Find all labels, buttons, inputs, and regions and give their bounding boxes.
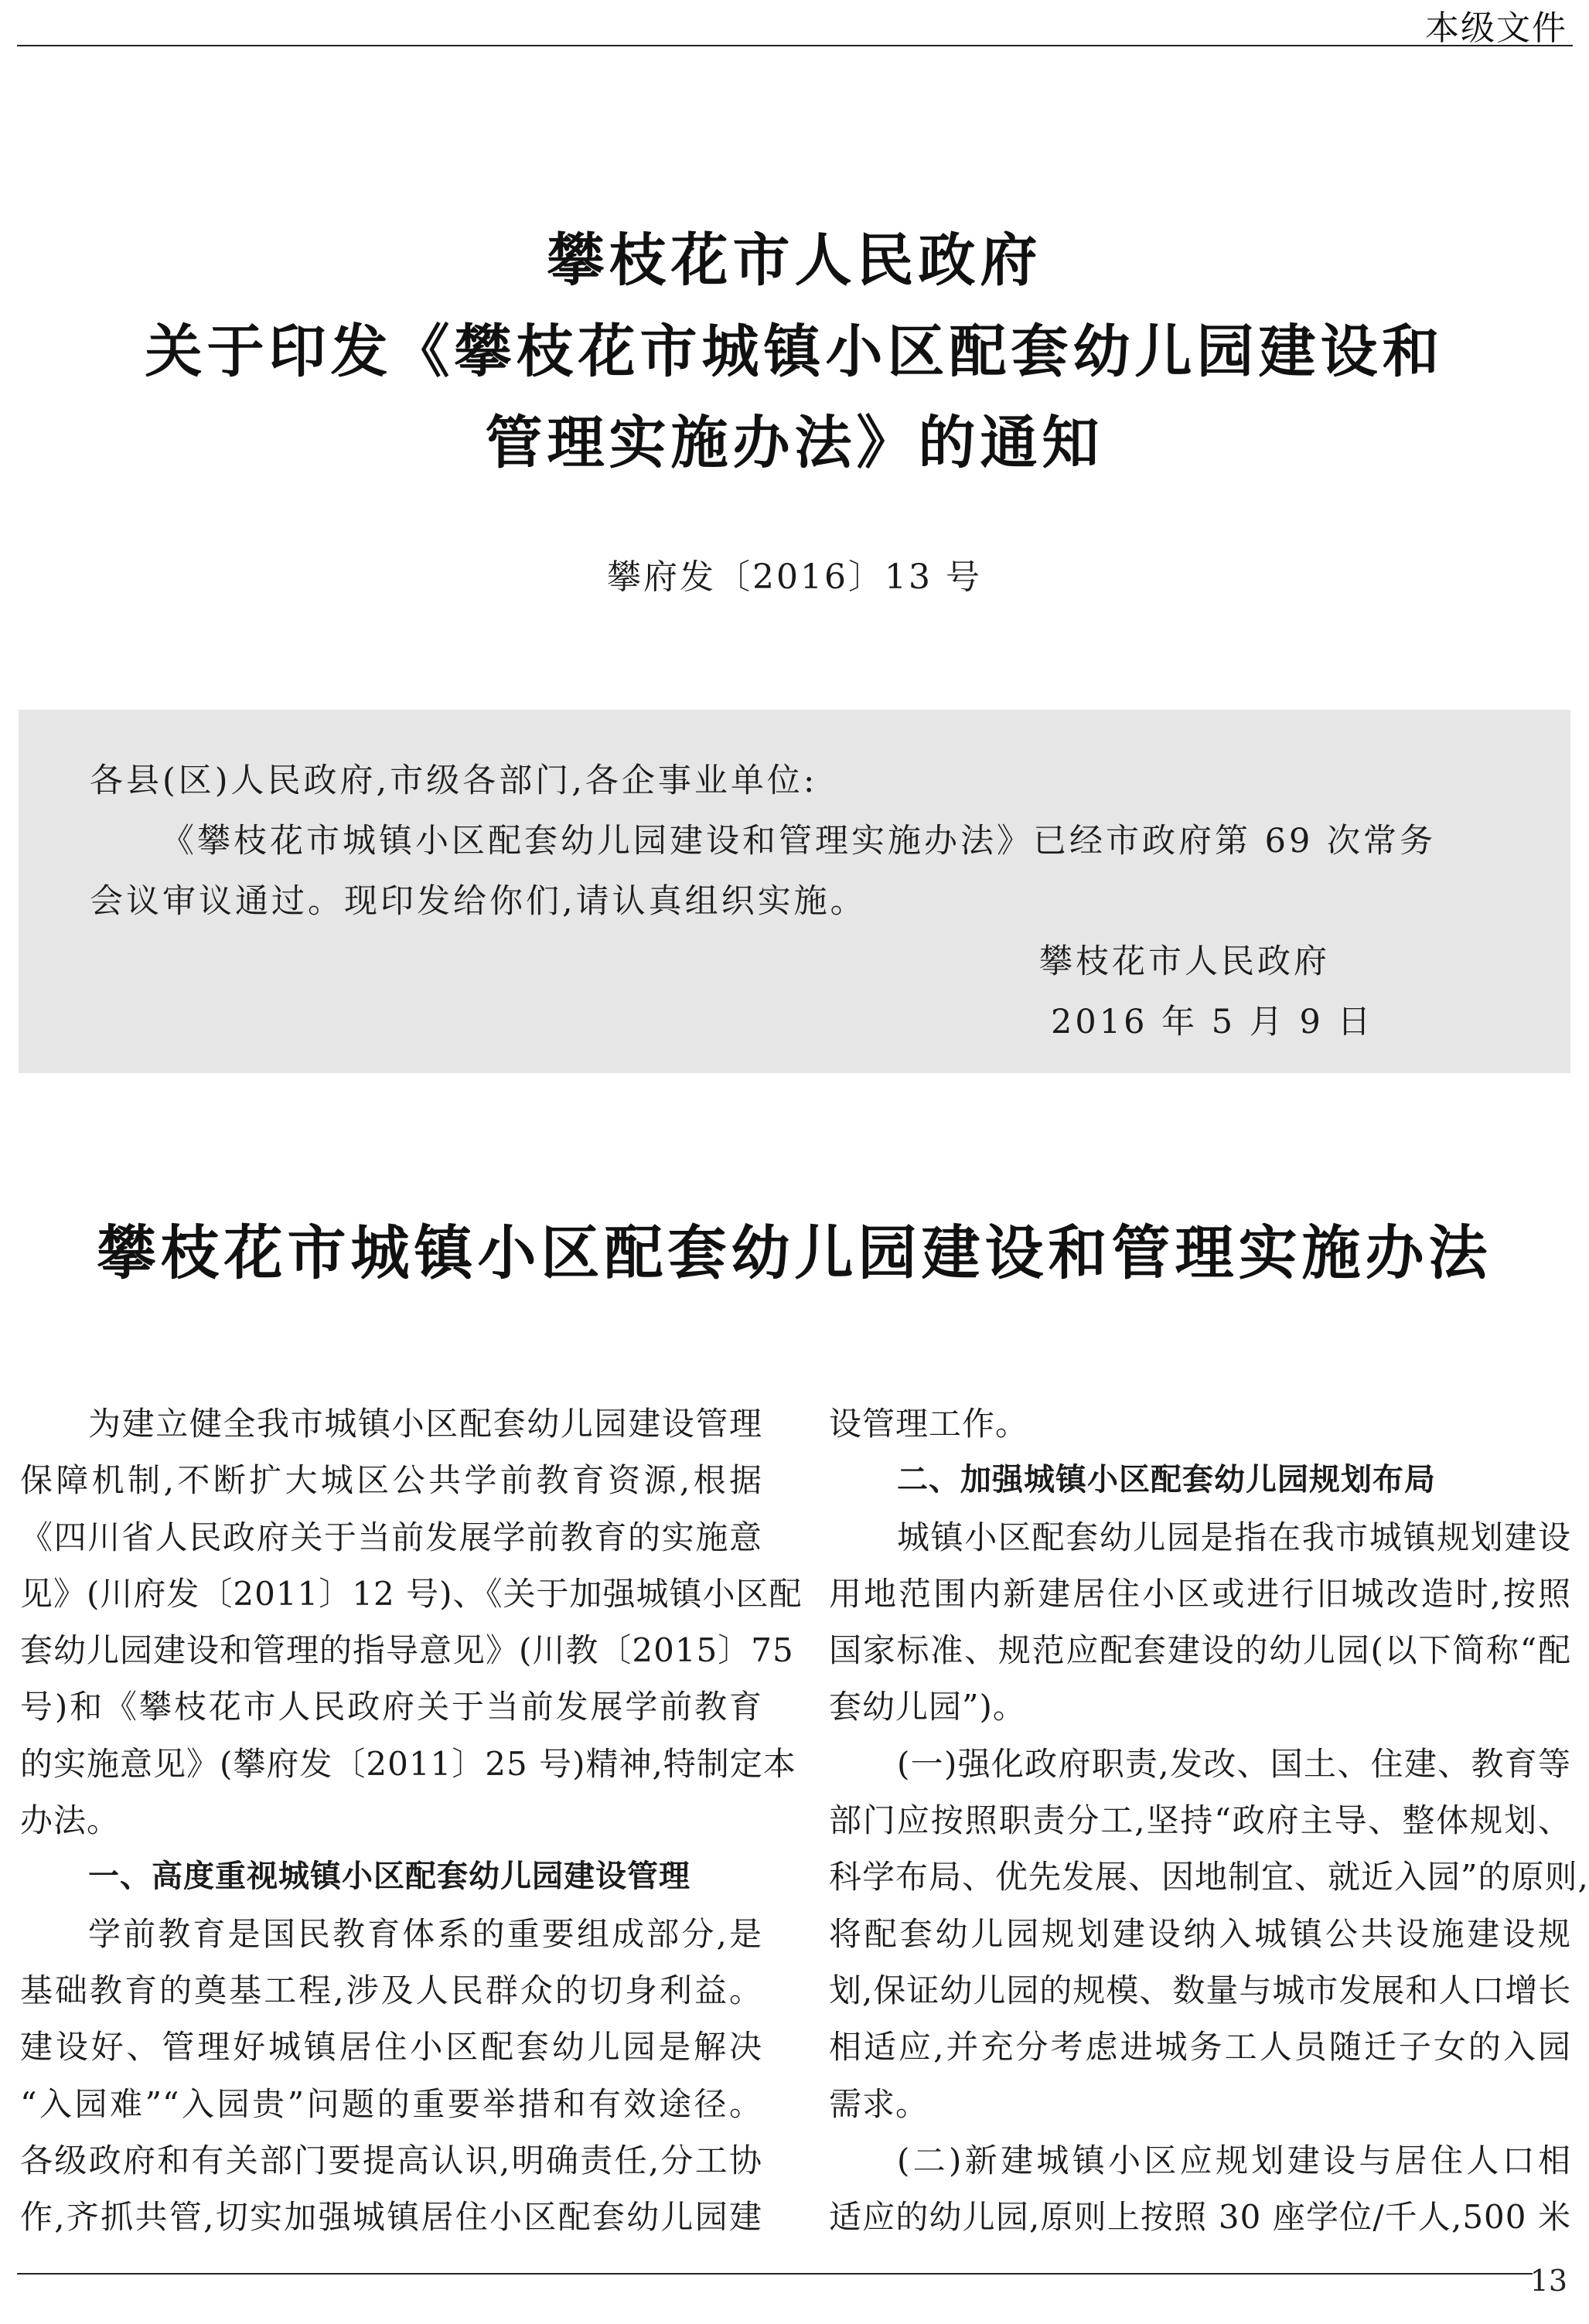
- body-line: 见》(川府发〔2011〕12 号)、《关于加强城镇小区配: [20, 1574, 803, 1613]
- body-line: 建设好、管理好城镇居住小区配套幼儿园是解决: [20, 2028, 762, 2067]
- body-line: “入园难”“入园贵”问题的重要举措和有效途径。: [20, 2084, 762, 2123]
- body-line: 基础教育的奠基工程,涉及人民群众的切身利益。: [20, 1971, 762, 2009]
- section-heading: 一、高度重视城镇小区配套幼儿园建设管理: [88, 1859, 690, 1895]
- body-line: 学前教育是国民教育体系的重要组成部分,是: [88, 1914, 762, 1953]
- footer-rule: [17, 2273, 1533, 2275]
- header-rule: [17, 45, 1573, 46]
- section-label: 本级文件: [1425, 9, 1567, 48]
- notice-title-line: 管理实施办法》的通知: [485, 410, 1104, 476]
- body-line: 需求。: [829, 2084, 929, 2123]
- document-number: 攀府发〔2016〕13 号: [607, 557, 982, 597]
- notice-title-line: 关于印发《攀枝花市城镇小区配套幼儿园建设和: [145, 319, 1444, 385]
- left-column: [20, 1395, 803, 2245]
- body-line: 套幼儿园建设和管理的指导意见》(川教〔2015〕75: [20, 1631, 794, 1670]
- body-line: (一)强化政府职责,发改、国土、住建、教育等: [897, 1744, 1571, 1783]
- body-line: 作,齐抓共管,切实加强城镇居住小区配套幼儿园建: [20, 2198, 762, 2237]
- body-line: 科学布局、优先发展、因地制宜、就近入园”的原则,: [829, 1858, 1589, 1896]
- body-line: 相适应,并充分考虑进城务工人员随迁子女的入园: [829, 2028, 1571, 2067]
- body-line: 国家标准、规范应配套建设的幼儿园(以下简称“配: [829, 1631, 1571, 1670]
- right-column: [829, 1395, 1589, 2245]
- body-line: 套幼儿园”)。: [829, 1688, 1026, 1726]
- signing-date: 2016 年 5 月 9 日: [1051, 1003, 1374, 1041]
- addressee: 各县(区)人民政府,市级各部门,各企事业单位:: [90, 762, 818, 800]
- body-line: 将配套幼儿园规划建设纳入城镇公共设施建设规: [829, 1914, 1571, 1953]
- notice-box: [19, 710, 1570, 1073]
- signatory: 攀枝花市人民政府: [1039, 942, 1330, 981]
- body-line: 适应的幼儿园,原则上按照 30 座学位/千人,500 米: [829, 2198, 1571, 2237]
- notice-title: [0, 215, 1589, 489]
- body-line: 办法。: [20, 1801, 121, 1840]
- body-line: 设管理工作。: [829, 1405, 1029, 1443]
- body-line: 为建立健全我市城镇小区配套幼儿园建设管理: [88, 1405, 762, 1443]
- body-line: 用地范围内新建居住小区或进行旧城改造时,按照: [829, 1574, 1571, 1613]
- body-line: 部门应按照职责分工,坚持“政府主导、整体规划、: [829, 1801, 1571, 1840]
- notice-title-line: 攀枝花市人民政府: [547, 227, 1042, 294]
- body-line: 的实施意见》(攀府发〔2011〕25 号)精神,特制定本: [20, 1744, 796, 1783]
- body-line: 号)和《攀枝花市人民政府关于当前发展学前教育: [20, 1688, 762, 1726]
- notice-body-line: 《攀枝花市城镇小区配套幼儿园建设和管理实施办法》已经市政府第 69 次常务: [161, 822, 1437, 860]
- page-number: 13: [1529, 2264, 1567, 2298]
- body-line: 各级政府和有关部门要提高认识,明确责任,分工协: [20, 2141, 762, 2179]
- body-line: 城镇小区配套幼儿园是指在我市城镇规划建设: [897, 1518, 1571, 1556]
- section-heading: 二、加强城镇小区配套幼儿园规划布局: [897, 1462, 1436, 1498]
- body-line: (二)新建城镇小区应规划建设与居住人口相: [897, 2141, 1571, 2179]
- body-line: 《四川省人民政府关于当前发展学前教育的实施意: [20, 1518, 762, 1556]
- body-line: 划,保证幼儿园的规模、数量与城市发展和人口增长: [829, 1971, 1572, 2009]
- document-title: 攀枝花市城镇小区配套幼儿园建设和管理实施办法: [97, 1218, 1492, 1287]
- notice-body-line: 会议审议通过。现印发给你们,请认真组织实施。: [90, 882, 867, 921]
- body-line: 保障机制,不断扩大城区公共学前教育资源,根据: [20, 1461, 762, 1500]
